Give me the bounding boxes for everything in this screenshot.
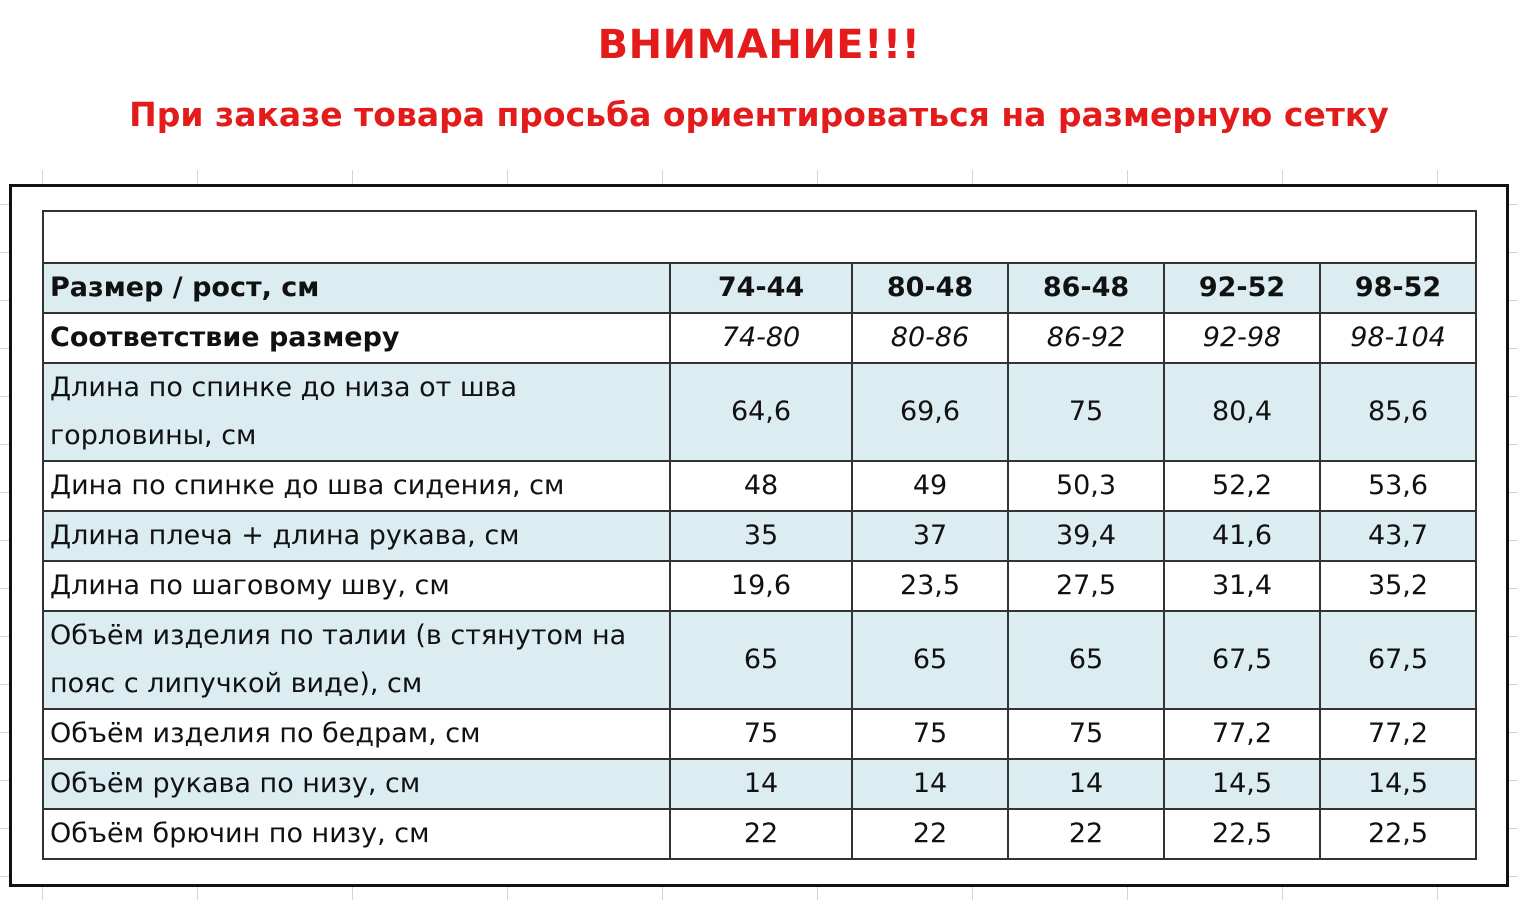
table-row bbox=[43, 809, 1476, 859]
row-label: Длина плеча + длина рукава, см bbox=[43, 511, 670, 561]
row-value: 52,2 bbox=[1164, 461, 1320, 511]
row-value: 65 bbox=[1008, 611, 1164, 709]
size-match-cell: 74-80 bbox=[670, 313, 852, 363]
row-value: 75 bbox=[1008, 709, 1164, 759]
size-match-cell: 98-104 bbox=[1320, 313, 1476, 363]
row-value: 14 bbox=[670, 759, 852, 809]
size-match-label: Соответствие размеру bbox=[43, 313, 670, 363]
row-value: 75 bbox=[1008, 363, 1164, 461]
size-header-cell: 92-52 bbox=[1164, 263, 1320, 313]
row-value: 49 bbox=[852, 461, 1008, 511]
size-header-cell: 74-44 bbox=[670, 263, 852, 313]
row-value: 43,7 bbox=[1320, 511, 1476, 561]
size-match-row bbox=[43, 313, 1476, 363]
size-chart-table bbox=[42, 210, 1477, 860]
warning-heading: ВНИМАНИЕ!!! bbox=[597, 22, 921, 68]
table-row bbox=[43, 709, 1476, 759]
size-header-cell: 98-52 bbox=[1320, 263, 1476, 313]
table-row bbox=[43, 561, 1476, 611]
size-header-cell: 86-48 bbox=[1008, 263, 1164, 313]
row-value: 22 bbox=[670, 809, 852, 859]
table-row bbox=[43, 461, 1476, 511]
row-value: 39,4 bbox=[1008, 511, 1164, 561]
blank-row bbox=[43, 211, 1476, 263]
row-label: Объём брючин по низу, см bbox=[43, 809, 670, 859]
row-value: 67,5 bbox=[1164, 611, 1320, 709]
row-value: 41,6 bbox=[1164, 511, 1320, 561]
row-value: 35,2 bbox=[1320, 561, 1476, 611]
row-value: 65 bbox=[670, 611, 852, 709]
row-value: 14 bbox=[852, 759, 1008, 809]
table-row bbox=[43, 759, 1476, 809]
row-label: Длина по спинке до низа от шва горловины, см bbox=[43, 363, 670, 461]
row-value: 75 bbox=[670, 709, 852, 759]
row-label: Объём изделия по бедрам, см bbox=[43, 709, 670, 759]
row-value: 67,5 bbox=[1320, 611, 1476, 709]
row-value: 69,6 bbox=[852, 363, 1008, 461]
row-label: Объём рукава по низу, см bbox=[43, 759, 670, 809]
size-header-cell: 80-48 bbox=[852, 263, 1008, 313]
row-value: 22 bbox=[852, 809, 1008, 859]
row-value: 50,3 bbox=[1008, 461, 1164, 511]
table-row bbox=[43, 611, 1476, 709]
notice-subtitle: При заказе товара просьба ориентироваться на размерную сетку bbox=[129, 95, 1389, 134]
blank-cell bbox=[43, 211, 1476, 263]
row-value: 22 bbox=[1008, 809, 1164, 859]
table-row bbox=[43, 363, 1476, 461]
row-value: 27,5 bbox=[1008, 561, 1164, 611]
row-label: Дина по спинке до шва сидения, см bbox=[43, 461, 670, 511]
row-value: 85,6 bbox=[1320, 363, 1476, 461]
table-row bbox=[43, 511, 1476, 561]
size-match-cell: 80-86 bbox=[852, 313, 1008, 363]
size-match-cell: 92-98 bbox=[1164, 313, 1320, 363]
row-value: 80,4 bbox=[1164, 363, 1320, 461]
row-value: 31,4 bbox=[1164, 561, 1320, 611]
row-value: 37 bbox=[852, 511, 1008, 561]
row-value: 53,6 bbox=[1320, 461, 1476, 511]
size-header-row bbox=[43, 263, 1476, 313]
row-value: 77,2 bbox=[1320, 709, 1476, 759]
row-value: 14,5 bbox=[1164, 759, 1320, 809]
row-value: 23,5 bbox=[852, 561, 1008, 611]
row-value: 75 bbox=[852, 709, 1008, 759]
row-value: 35 bbox=[670, 511, 852, 561]
row-value: 14,5 bbox=[1320, 759, 1476, 809]
size-header-label: Размер / рост, см bbox=[43, 263, 670, 313]
row-value: 19,6 bbox=[670, 561, 852, 611]
row-label: Объём изделия по талии (в стянутом на пояс с липучкой виде), см bbox=[43, 611, 670, 709]
row-value: 77,2 bbox=[1164, 709, 1320, 759]
row-label: Длина по шаговому шву, см bbox=[43, 561, 670, 611]
row-value: 64,6 bbox=[670, 363, 852, 461]
row-value: 22,5 bbox=[1164, 809, 1320, 859]
row-value: 22,5 bbox=[1320, 809, 1476, 859]
size-match-cell: 86-92 bbox=[1008, 313, 1164, 363]
row-value: 65 bbox=[852, 611, 1008, 709]
notice-banner bbox=[0, 0, 1518, 170]
row-value: 14 bbox=[1008, 759, 1164, 809]
row-value: 48 bbox=[670, 461, 852, 511]
